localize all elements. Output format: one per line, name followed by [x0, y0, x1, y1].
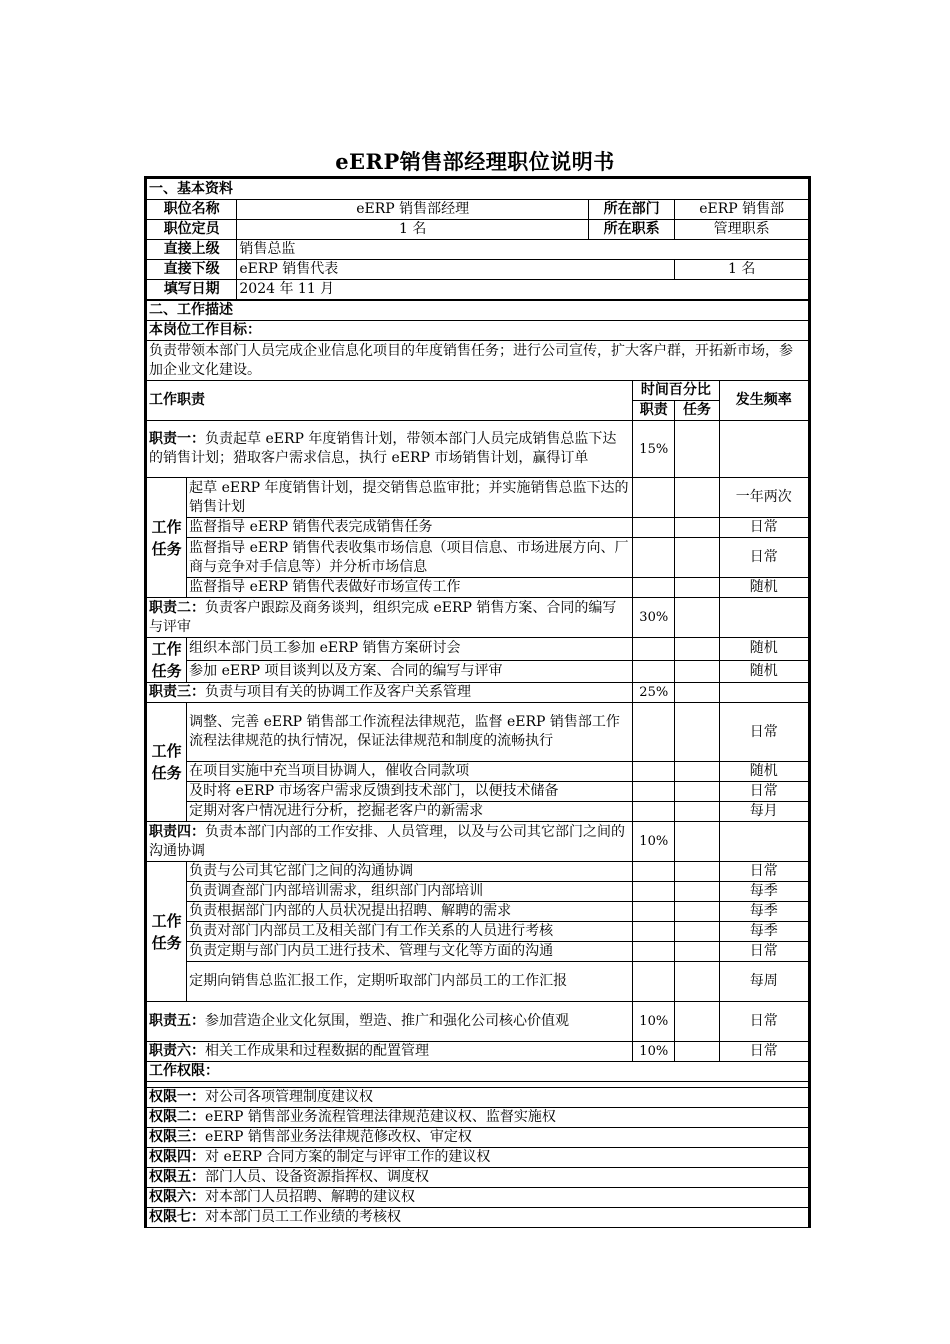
- duty-pct-empty: [633, 962, 675, 1002]
- duty-prefix: 职责六：: [149, 1043, 205, 1059]
- duty-text-cell: [147, 1042, 633, 1062]
- duty-pct-empty: [633, 902, 675, 922]
- work-task-label-line1: 工作: [151, 911, 182, 930]
- task-frequency: 一年两次: [719, 478, 808, 518]
- duty-frequency: [719, 421, 808, 478]
- duty-pct-empty: [633, 862, 675, 882]
- task-frequency: 日常: [719, 538, 808, 578]
- task-text: 调整、完善 eERP 销售部工作流程法律规范，监督 eERP 销售部工作流程法律规范的执行情况，保证法律规范和制度的流畅执行: [187, 703, 633, 762]
- task-text: 监督指导 eERP 销售代表收集市场信息（项目信息、市场进展方向、厂商与竞争对手信息等）并分析市场信息: [187, 538, 633, 578]
- duty-text-cell: [147, 683, 633, 703]
- task-row: [147, 922, 809, 942]
- duty-frequency: [719, 822, 808, 862]
- authority-cell: [147, 1188, 809, 1208]
- task-row: [147, 902, 809, 922]
- authority-text: 部门人员、设备资源指挥权、调度权: [205, 1169, 429, 1185]
- task-frequency: 日常: [719, 703, 808, 762]
- task-frequency: 随机: [719, 660, 808, 683]
- headcount-label: 职位定员: [147, 220, 237, 240]
- task-text: 负责根据部门内部的人员状况提出招聘、解聘的需求: [187, 902, 633, 922]
- work-task-label-line1: 工作: [151, 517, 182, 536]
- duty-row: [147, 1042, 809, 1062]
- authority-cell: [147, 1168, 809, 1188]
- authority-prefix: 权限三：: [149, 1129, 205, 1145]
- date-label: 填写日期: [147, 280, 237, 301]
- task-text: 起草 eERP 年度销售计划，提交销售总监审批；并实施销售总监下达的销售计划: [187, 478, 633, 518]
- time-pct-header: 时间百分比: [633, 381, 719, 401]
- authority-text: 对公司各项管理制度建议权: [205, 1089, 373, 1105]
- duty-pct: 10%: [633, 1042, 675, 1062]
- task-frequency: 每季: [719, 882, 808, 902]
- duty-text: 负责客户跟踪及商务谈判，组织完成 eERP 销售方案、合同的编写与评审: [149, 599, 617, 635]
- task-frequency: 随机: [719, 762, 808, 782]
- authority-row: [147, 1108, 809, 1128]
- duty-row: [147, 1002, 809, 1042]
- work-task-label-line1: 工作: [151, 742, 182, 760]
- task-row: [147, 782, 809, 802]
- section-basic-info-heading: 一、基本资料: [147, 179, 809, 200]
- duty-prefix: 职责三：: [149, 684, 205, 700]
- duty-pct-empty: [633, 478, 675, 518]
- duty-pct-empty: [633, 578, 675, 598]
- task-pct-empty: [675, 703, 719, 762]
- authority-prefix: 权限七：: [149, 1209, 205, 1225]
- task-text: 组织本部门员工参加 eERP 销售方案研讨会: [187, 638, 633, 661]
- duty-row: [147, 683, 809, 703]
- task-pct-empty: [675, 421, 719, 478]
- task-text: 负责与公司其它部门之间的沟通协调: [187, 862, 633, 882]
- task-pct-empty: [675, 660, 719, 683]
- duty-frequency: [719, 683, 808, 703]
- dept-value: eERP 销售部: [675, 200, 809, 220]
- work-task-label-line2: 任务: [151, 539, 182, 558]
- task-row: [147, 942, 809, 962]
- task-row: [147, 638, 809, 661]
- authority-cell: [147, 1108, 809, 1128]
- duty-prefix: 职责五：: [149, 1013, 205, 1029]
- task-text: 负责定期与部门内员工进行技术、管理与文化等方面的沟通: [187, 942, 633, 962]
- authority-text: eERP 销售部业务法律规范修改权、审定权: [205, 1129, 472, 1145]
- task-pct-empty: [675, 962, 719, 1002]
- task-pct-empty: [675, 802, 719, 822]
- work-task-label: [147, 478, 187, 598]
- duty-row: [147, 421, 809, 478]
- task-row: [147, 882, 809, 902]
- authority-text: eERP 销售部业务流程管理法律规范建议权、监督实施权: [205, 1109, 556, 1125]
- position-name-value: eERP 销售部经理: [237, 200, 589, 220]
- authority-row: [147, 1168, 809, 1188]
- duty-pct-empty: [633, 942, 675, 962]
- duty-pct-empty: [633, 638, 675, 661]
- date-value: 2024 年 11 月: [237, 280, 809, 301]
- duty-pct: 10%: [633, 822, 675, 862]
- task-frequency: 每季: [719, 902, 808, 922]
- task-pct-empty: [675, 598, 719, 638]
- authority-label: 工作权限：: [147, 1062, 809, 1082]
- authority-row: [147, 1148, 809, 1168]
- section-work-description-heading: 二、工作描述: [147, 300, 809, 321]
- task-pct-empty: [675, 882, 719, 902]
- duty-pct-empty: [633, 518, 675, 538]
- authority-text: 对 eERP 合同方案的制定与评审工作的建议权: [205, 1149, 491, 1165]
- duty-pct-empty: [633, 762, 675, 782]
- job-description-form: [144, 176, 811, 1228]
- page-title: eERP销售部经理职位说明书: [335, 149, 615, 174]
- task-pct-header: 任务: [675, 401, 719, 421]
- duty-text-cell: [147, 1002, 633, 1042]
- duty-text: 参加营造企业文化氛围，塑造、推广和强化公司核心价值观: [205, 1013, 569, 1029]
- superior-label: 直接上级: [147, 240, 237, 260]
- task-text: 在项目实施中充当项目协调人，催收合同款项: [187, 762, 633, 782]
- duty-prefix: 职责四：: [149, 823, 205, 840]
- work-task-label: [147, 862, 187, 1002]
- headcount-value: 1 名: [237, 220, 589, 240]
- category-value: 管理职系: [675, 220, 809, 240]
- duty-text: 负责本部门内部的工作安排、人员管理，以及与公司其它部门之间的沟通协调: [149, 823, 625, 859]
- task-frequency: 日常: [719, 518, 808, 538]
- form-body: [147, 179, 809, 1228]
- task-row: [147, 478, 809, 518]
- authority-row: [147, 1208, 809, 1228]
- task-pct-empty: [675, 578, 719, 598]
- duty-pct: 30%: [633, 598, 675, 638]
- authority-cell: [147, 1148, 809, 1168]
- authority-text: 对本部门员工工作业绩的考核权: [205, 1209, 401, 1225]
- duty-pct-empty: [633, 882, 675, 902]
- authority-prefix: 权限六：: [149, 1189, 205, 1205]
- task-pct-empty: [675, 538, 719, 578]
- duty-text-cell: [147, 598, 633, 638]
- work-task-label: [147, 703, 187, 822]
- superior-value: 销售总监: [237, 240, 809, 260]
- duty-pct: 25%: [633, 683, 675, 703]
- duty-pct: 15%: [633, 421, 675, 478]
- task-text: 定期向销售总监汇报工作，定期听取部门内部员工的工作汇报: [187, 962, 633, 1002]
- authority-row: [147, 1188, 809, 1208]
- duty-text: 相关工作成果和过程数据的配置管理: [205, 1043, 429, 1059]
- task-pct-empty: [675, 1002, 719, 1042]
- task-pct-empty: [675, 862, 719, 882]
- duties-header: 工作职责: [147, 381, 633, 421]
- duty-text: 负责起草 eERP 年度销售计划，带领本部门人员完成销售总监下达的销售计划；猎取客户需求信息，执行 eERP 市场销售计划，赢得订单: [149, 431, 617, 466]
- task-text: 及时将 eERP 市场客户需求反馈到技术部门，以便技术储备: [187, 782, 633, 802]
- duty-frequency: 日常: [719, 1042, 808, 1062]
- task-frequency: 每周: [719, 962, 808, 1002]
- category-label: 所在职系: [588, 220, 674, 240]
- task-row: [147, 660, 809, 683]
- task-pct-empty: [675, 942, 719, 962]
- authority-cell: [147, 1088, 809, 1108]
- task-frequency: 日常: [719, 782, 808, 802]
- duty-pct-empty: [633, 802, 675, 822]
- task-frequency: 每月: [719, 802, 808, 822]
- authority-prefix: 权限五：: [149, 1169, 205, 1185]
- work-task-label-line1: 工作: [151, 640, 182, 658]
- task-text: 负责对部门内部员工及相关部门有工作关系的人员进行考核: [187, 922, 633, 942]
- task-frequency: 随机: [719, 578, 808, 598]
- subordinate-label: 直接下级: [147, 260, 237, 280]
- task-text: 定期对客户情况进行分析，挖掘老客户的新需求: [187, 802, 633, 822]
- duty-pct-empty: [633, 660, 675, 683]
- task-pct-empty: [675, 782, 719, 802]
- duty-pct-empty: [633, 538, 675, 578]
- form-table: [146, 178, 809, 1228]
- task-frequency: 日常: [719, 942, 808, 962]
- duty-prefix: 职责二：: [149, 599, 205, 616]
- goal-label: 本岗位工作目标：: [147, 321, 809, 341]
- work-task-label: [147, 638, 187, 683]
- authority-row: [147, 1088, 809, 1108]
- authority-cell: [147, 1208, 809, 1228]
- task-text: 参加 eERP 项目谈判以及方案、合同的编写与评审: [187, 660, 633, 683]
- authority-prefix: 权限二：: [149, 1109, 205, 1125]
- task-row: [147, 578, 809, 598]
- work-task-label-line2: 任务: [151, 764, 182, 782]
- task-row: [147, 703, 809, 762]
- task-frequency: 每季: [719, 922, 808, 942]
- authority-prefix: 权限一：: [149, 1089, 205, 1105]
- authority-prefix: 权限四：: [149, 1149, 205, 1165]
- task-pct-empty: [675, 518, 719, 538]
- task-pct-empty: [675, 1042, 719, 1062]
- duty-text-cell: [147, 421, 633, 478]
- duty-frequency: [719, 598, 808, 638]
- authority-cell: [147, 1128, 809, 1148]
- duty-row: [147, 822, 809, 862]
- task-frequency: 日常: [719, 862, 808, 882]
- duty-pct: 10%: [633, 1002, 675, 1042]
- authority-header-row: [147, 1062, 809, 1082]
- work-task-label-line2: 任务: [151, 662, 182, 680]
- task-text: 监督指导 eERP 销售代表完成销售任务: [187, 518, 633, 538]
- position-name-label: 职位名称: [147, 200, 237, 220]
- task-pct-empty: [675, 922, 719, 942]
- duty-row: [147, 598, 809, 638]
- authority-row: [147, 1128, 809, 1148]
- subordinate-value: eERP 销售代表: [237, 260, 675, 280]
- dept-label: 所在部门: [588, 200, 674, 220]
- task-pct-empty: [675, 478, 719, 518]
- task-row: [147, 538, 809, 578]
- work-task-label-line2: 任务: [151, 933, 182, 952]
- goal-text: 负责带领本部门人员完成企业信息化项目的年度销售任务；进行公司宣传，扩大客户群，开拓新市场，参加企业文化建设。: [147, 341, 809, 381]
- task-frequency: 随机: [719, 638, 808, 661]
- duty-pct-empty: [633, 703, 675, 762]
- duty-prefix: 职责一：: [149, 431, 205, 447]
- task-text: 监督指导 eERP 销售代表做好市场宣传工作: [187, 578, 633, 598]
- task-pct-empty: [675, 822, 719, 862]
- task-row: [147, 802, 809, 822]
- task-pct-empty: [675, 762, 719, 782]
- task-text: 负责调查部门内部培训需求，组织部门内部培训: [187, 882, 633, 902]
- authority-text: 对本部门人员招聘、解聘的建议权: [205, 1189, 415, 1205]
- task-row: [147, 518, 809, 538]
- duty-pct-empty: [633, 782, 675, 802]
- duty-pct-header: 职责: [633, 401, 675, 421]
- duty-text-cell: [147, 822, 633, 862]
- task-pct-empty: [675, 683, 719, 703]
- task-pct-empty: [675, 902, 719, 922]
- duty-frequency: 日常: [719, 1002, 808, 1042]
- task-row: [147, 862, 809, 882]
- duty-pct-empty: [633, 922, 675, 942]
- task-pct-empty: [675, 638, 719, 661]
- task-row: [147, 762, 809, 782]
- task-row: [147, 962, 809, 1002]
- subordinate-count: 1 名: [675, 260, 809, 280]
- duty-text: 负责与项目有关的协调工作及客户关系管理: [205, 684, 471, 700]
- frequency-header: 发生频率: [719, 381, 808, 421]
